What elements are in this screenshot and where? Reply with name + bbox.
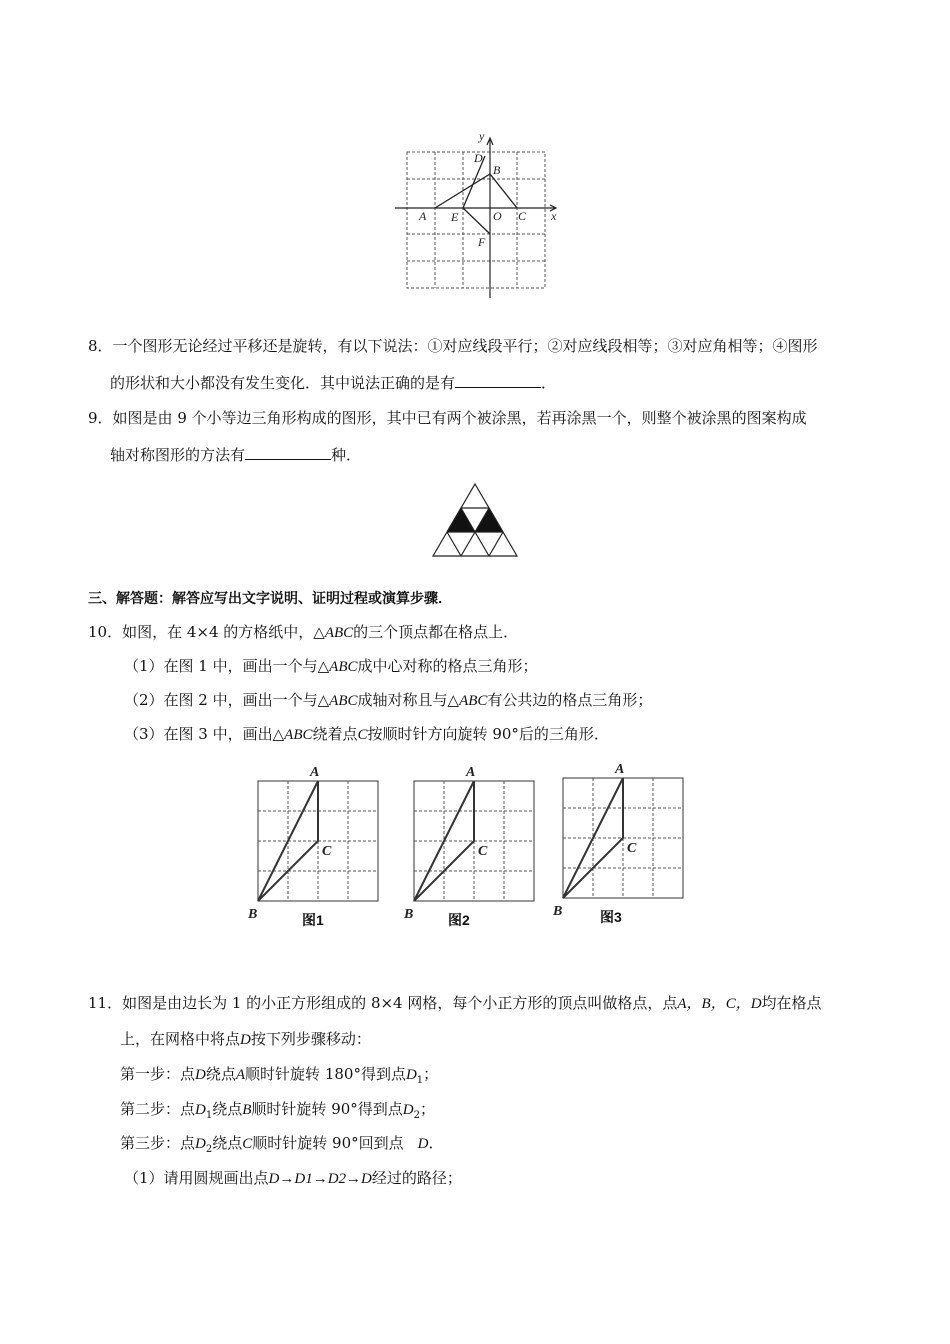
fig2-label-C: C (478, 844, 488, 859)
polyline-D-E-F (463, 156, 490, 234)
q11-p1-path: D→D1→D2→D (268, 1171, 372, 1187)
q11-p1-pre: （1）请用圆规画出点 (124, 1169, 269, 1187)
q11-line2-post: 按下列步骤移动： (250, 1030, 371, 1048)
q10-p2-post: 有公共边的格点三角形； (487, 691, 653, 709)
label-C: C (518, 209, 527, 223)
q8-number: 8 (88, 337, 98, 355)
q10-p1-post: 成中心对称的格点三角形； (357, 657, 538, 675)
q11-step2-v2: B (242, 1102, 252, 1118)
q10-stem-post: 的三个顶点都在格点上． (353, 623, 519, 641)
q11-step2-pre: 第二步：点 (120, 1100, 196, 1118)
q8-line1 (88, 336, 818, 356)
q10-figure-3-caption: 图3 (600, 909, 622, 925)
q11-step1-pre: 第一步：点 (120, 1065, 196, 1083)
q9-text-1: ．如图是由 9 个小等边三角形构成的图形，其中已有两个被涂黑，若再涂黑一个，则整个被涂黑的图案构成 (97, 409, 807, 427)
fig1-label-B: B (248, 907, 258, 922)
section3-title: 三、解答题：解答应写出文字说明、证明过程或演算步骤． (88, 591, 452, 607)
coordinate-figure (395, 130, 565, 305)
q8-text-2-end: ． (541, 374, 557, 392)
q9-line1 (88, 408, 807, 428)
q11-step2-end: ； (420, 1100, 436, 1118)
fig2-label-B: B (404, 907, 414, 922)
q11-line1 (88, 993, 822, 1014)
q10-p3-var2: C (357, 727, 368, 743)
q11-step2-v3: D (402, 1102, 414, 1118)
label-B: B (493, 163, 501, 177)
triangle-figure (430, 482, 520, 558)
q10-part1 (124, 656, 538, 677)
q11-step1-v3: D (405, 1067, 417, 1083)
q10-p3-mid: 绕着点 (312, 725, 358, 743)
q10-p2-var1: ABC (329, 693, 358, 709)
q11-step3-end: ． (428, 1134, 444, 1152)
q10-figure-1-caption: 图1 (302, 912, 324, 928)
q10-part3 (124, 724, 609, 745)
q9-number: 9 (88, 409, 98, 427)
label-x: x (551, 209, 557, 223)
q10-number: 10 (88, 623, 108, 641)
q10-p1-pre: （1）在图 1 中，画出一个与△ (124, 657, 330, 675)
fig3-label-A: A (615, 762, 625, 777)
label-A: A (419, 209, 427, 223)
q11-step3-mid: 绕点 (212, 1134, 243, 1152)
q11-line1-pre: ．如图是由边长为 1 的小正方形组成的 8×4 网格，每个小正方形的顶点叫做格点，点 (107, 994, 678, 1012)
q11-part1 (124, 1168, 462, 1189)
q11-step2-mid: 绕点 (212, 1100, 243, 1118)
q11-step3-v3: D (417, 1136, 429, 1152)
q11-step1-v1: D (195, 1067, 206, 1083)
label-D: D (474, 151, 483, 165)
q11-step1-mid: 绕点 (205, 1065, 236, 1083)
q11-line2-var: D (240, 1032, 251, 1048)
q10-p2-mid: 成轴对称且与△ (357, 691, 460, 709)
q11-step1-post: 顺时针旋转 180°得到点 (245, 1065, 406, 1083)
q10-p3-var1: ABC (284, 727, 313, 743)
q10-figure-2 (400, 760, 540, 930)
q11-step3 (120, 1133, 443, 1160)
q8-answer-blank[interactable] (455, 373, 541, 388)
q10-figure-1 (244, 760, 384, 930)
q11-step2-sub1: 1 (205, 1110, 213, 1121)
q10-p2-var2: ABC (459, 693, 488, 709)
q10-figure-3 (549, 757, 689, 927)
q11-number: 11 (88, 994, 108, 1012)
q11-step3-pre: 第三步：点 (120, 1134, 196, 1152)
q11-step2 (120, 1099, 435, 1126)
q10-figure-2-caption: 图2 (448, 912, 470, 928)
q11-p1-post: 经过的路径； (371, 1169, 462, 1187)
fig3-label-B: B (553, 904, 563, 919)
q11-step3-sub1: 2 (205, 1144, 213, 1155)
q10-stem-pre: ．如图，在 4×4 的方格纸中，△ (107, 623, 325, 641)
q11-line2-pre: 上，在网格中将点 (120, 1030, 241, 1048)
q8-line2 (110, 373, 556, 393)
q10-p3-post: 按顺时针方向旋转 90°后的三角形． (367, 725, 609, 743)
q11-step1-sub: 1 (416, 1075, 424, 1086)
q9-text-2: 轴对称图形的方法有 (110, 446, 246, 464)
q11-step2-v1: D (195, 1102, 206, 1118)
q11-step3-v1: D (195, 1136, 206, 1152)
label-F: F (478, 235, 486, 249)
q10-p2-pre: （2）在图 2 中，画出一个与△ (124, 691, 330, 709)
fig1-label-C: C (322, 844, 332, 859)
label-E: E (451, 210, 459, 224)
q11-step3-post: 顺时针旋转 90°回到点 (252, 1134, 404, 1152)
fig1-label-A: A (310, 765, 320, 780)
label-y: y (479, 130, 485, 143)
q8-text-1: ．一个图形无论经过平移还是旋转，有以下说法：①对应线段平行；②对应线段相等；③对应角相等；④图形 (97, 337, 818, 355)
q10-p1-var: ABC (329, 659, 358, 675)
q11-step1-v2: A (235, 1067, 246, 1083)
label-O: O (493, 209, 502, 223)
q9-answer-blank[interactable] (245, 445, 331, 460)
fig3-label-C: C (627, 841, 637, 856)
q10-p3-pre: （3）在图 3 中，画出△ (124, 725, 285, 743)
q11-step2-post: 顺时针旋转 90°得到点 (251, 1100, 403, 1118)
q10-stem-var: ABC (324, 625, 354, 641)
q9-line2 (110, 445, 361, 465)
q9-text-2-end: 种． (331, 446, 362, 464)
q11-line1-post: 均在格点 (761, 994, 822, 1012)
q10-part2 (124, 690, 652, 711)
q11-step3-v2: C (242, 1136, 253, 1152)
q10-stem (88, 622, 518, 643)
q11-step1 (120, 1064, 438, 1091)
q11-line2 (120, 1029, 371, 1050)
q11-step1-end: ； (423, 1065, 439, 1083)
q11-step2-sub2: 2 (413, 1110, 420, 1121)
fig2-label-A: A (466, 765, 476, 780)
q11-line1-vars: A，B，C，D (677, 996, 762, 1012)
q8-text-2: 的形状和大小都没有发生变化．其中说法正确的是有 (110, 374, 456, 392)
